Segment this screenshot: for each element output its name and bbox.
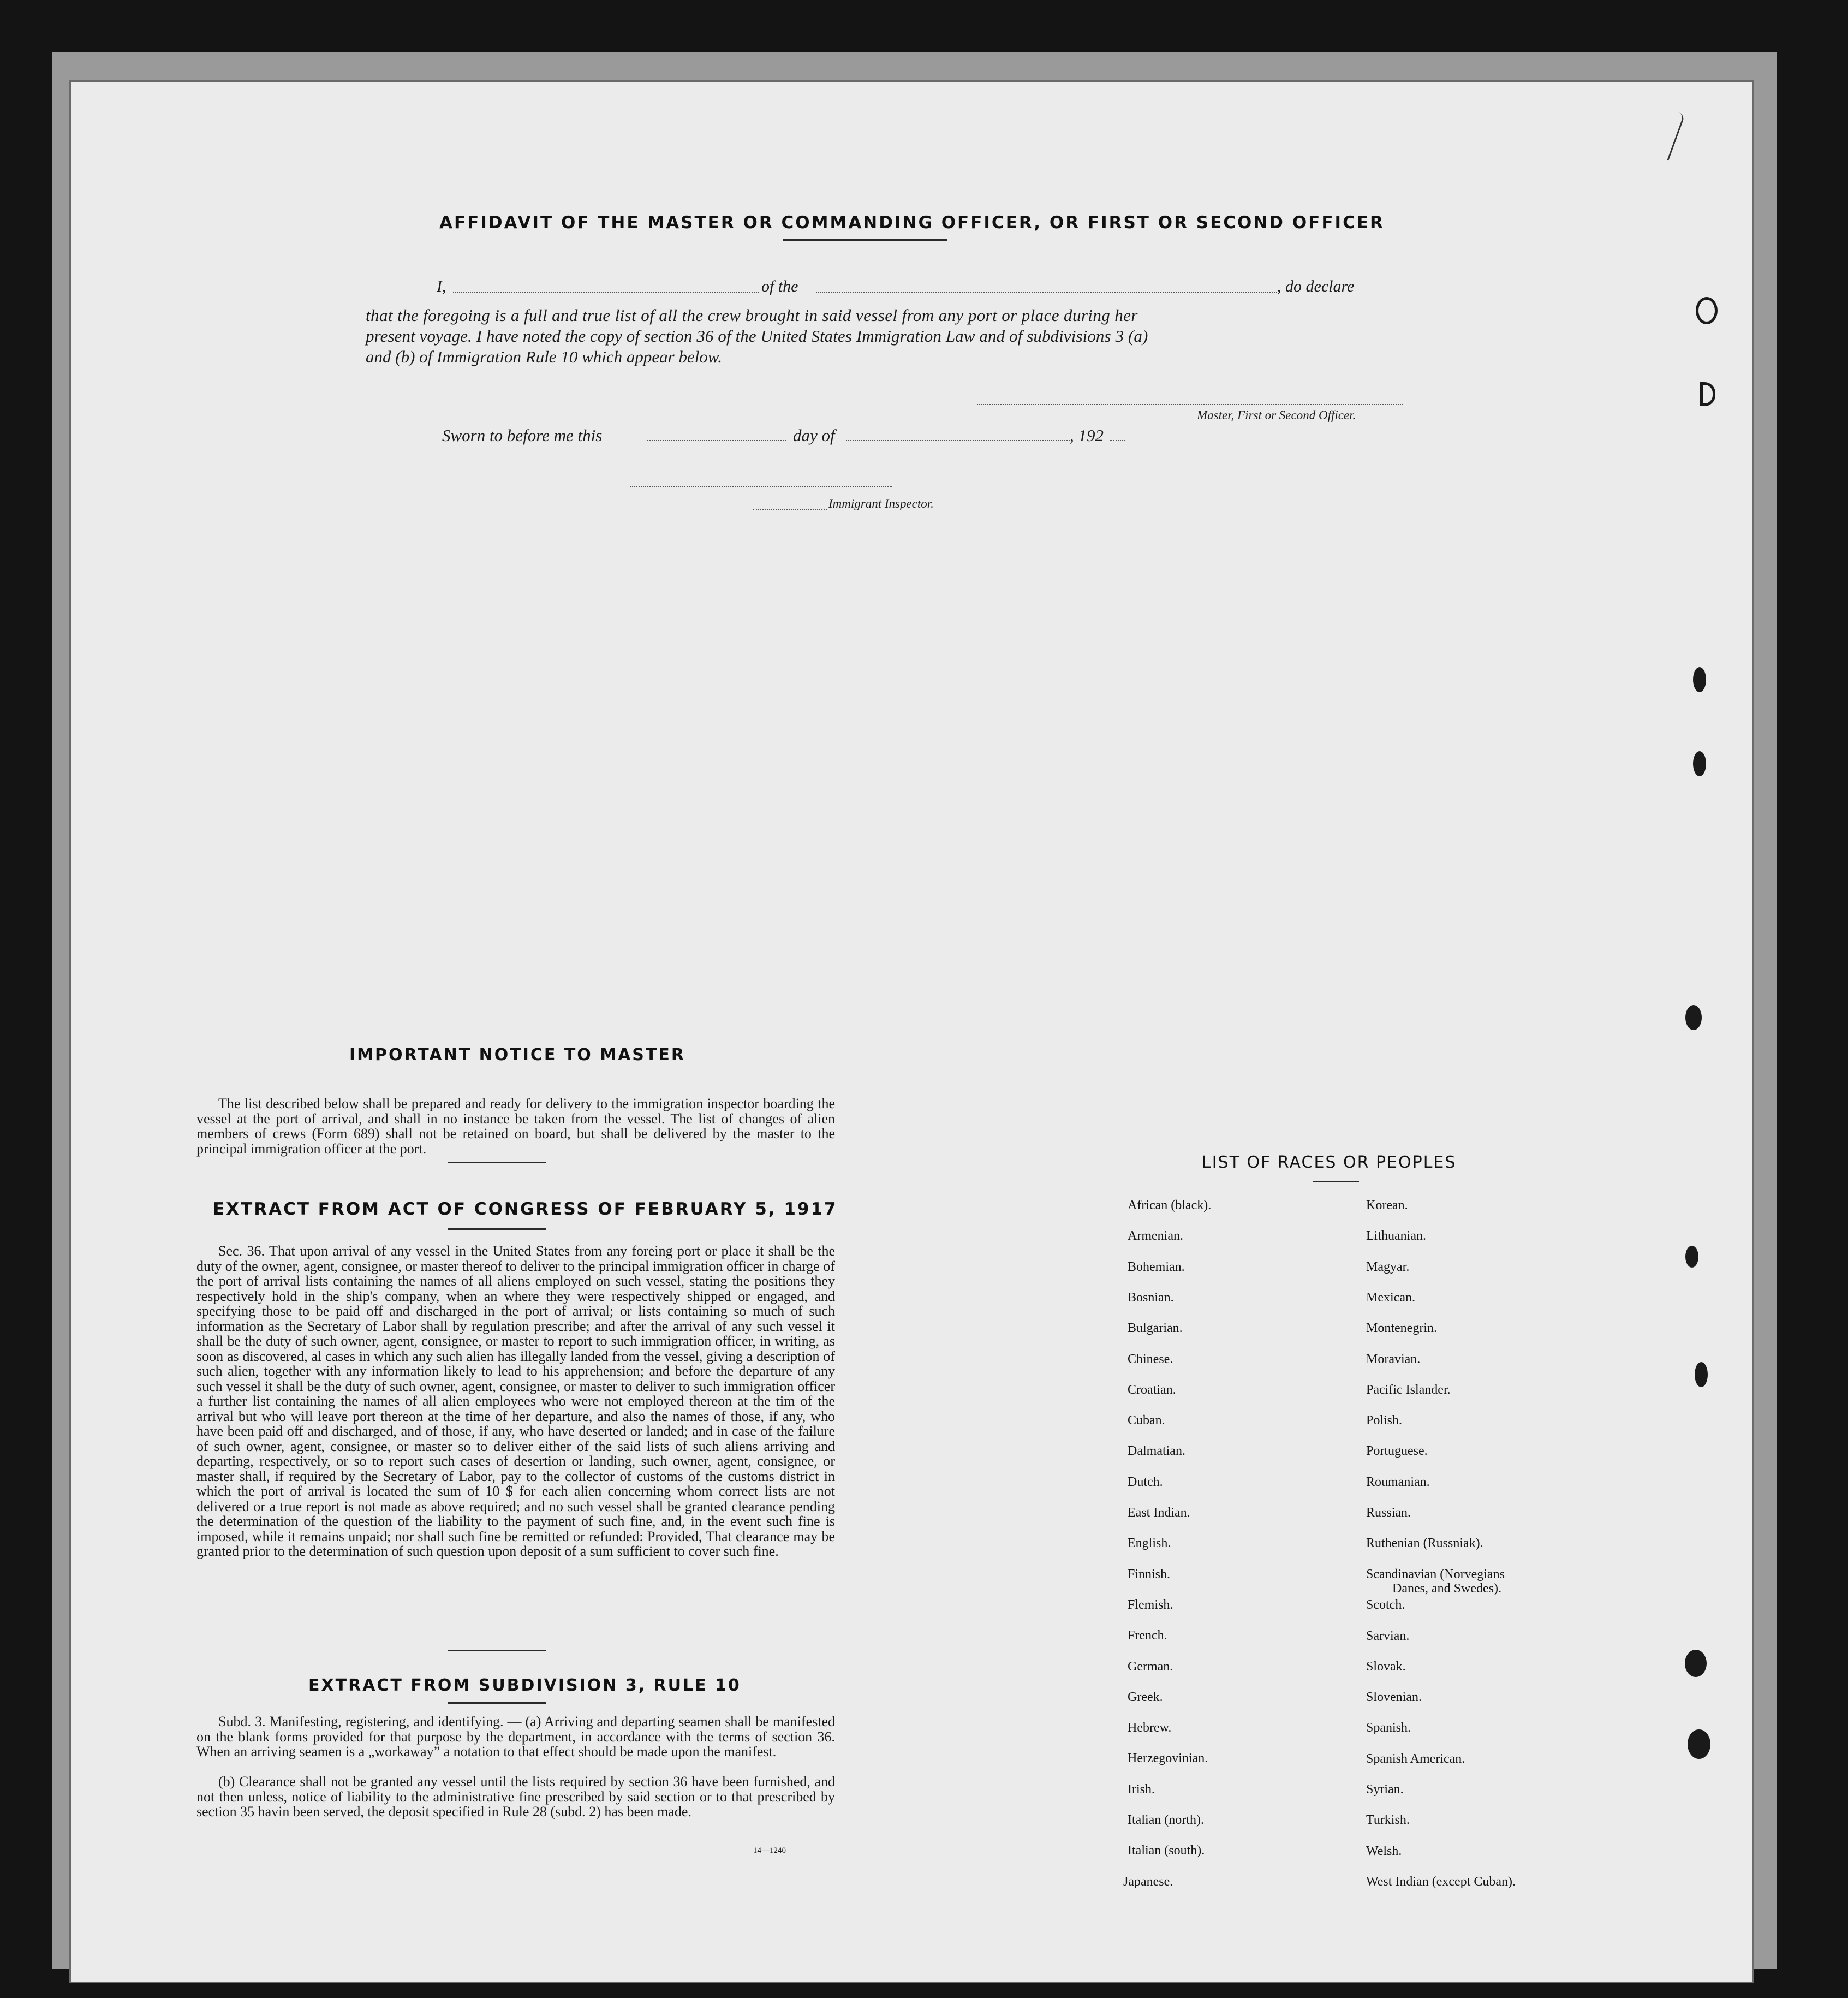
inspector-label: Immigrant Inspector. (828, 497, 934, 510)
race-item: Slovak. (1366, 1659, 1406, 1674)
race-item: Slovenian. (1366, 1690, 1422, 1705)
race-item: Scotch. (1366, 1598, 1405, 1613)
rule-text-a: Subd. 3. Manifesting, registering, and identifying. — (a) Arriving and departing seamen shall be manifested on the blank forms provided for that purpose by the department, in accordance with the terms of section 36. When an arriving seamen is a „workaway” a notation to that effect should be made upon the manifest. (196, 1714, 835, 1759)
race-item: Italian (north). (1128, 1813, 1204, 1827)
race-item: Italian (south). (1128, 1844, 1205, 1858)
affidavit-body-line3: and (b) of Immigration Rule 10 which appear below. (366, 347, 722, 366)
race-item: Croatian. (1128, 1382, 1176, 1397)
race-item: Irish. (1128, 1782, 1155, 1797)
race-item: Armenian. (1128, 1229, 1183, 1244)
race-item: Dalmatian. (1128, 1444, 1185, 1459)
race-item: Portuguese. (1366, 1444, 1428, 1459)
race-item: Scandinavian (Norvegians (1366, 1567, 1505, 1581)
sworn-year-field[interactable] (1110, 440, 1125, 441)
rule-title: EXTRACT FROM SUBDIVISION 3, RULE 10 (308, 1676, 741, 1695)
race-item: Lithuanian. (1366, 1229, 1426, 1244)
rule-title-rule (448, 1702, 546, 1704)
sworn-day-of: day of (793, 426, 835, 445)
form-number: 14—1240 (753, 1846, 786, 1855)
race-item: Greek. (1128, 1690, 1163, 1704)
race-item: Spanish American. (1366, 1751, 1465, 1766)
punch-hole-icon (1696, 297, 1718, 324)
race-item: Cuban. (1128, 1413, 1165, 1428)
punch-hole-icon (1685, 1246, 1698, 1268)
race-item: Bosnian. (1128, 1290, 1174, 1305)
race-item: Magyar. (1366, 1259, 1410, 1274)
race-item: Turkish. (1366, 1813, 1410, 1828)
sworn-month-field[interactable] (846, 440, 1070, 441)
race-item: Welsh. (1366, 1844, 1402, 1858)
master-signature-field[interactable] (977, 404, 1403, 405)
race-item: Mexican. (1366, 1290, 1415, 1305)
race-item: Hebrew. (1128, 1721, 1172, 1735)
race-item: English. (1128, 1536, 1171, 1551)
punch-hole-icon (1693, 667, 1706, 692)
declarant-name-field[interactable] (453, 292, 759, 293)
race-item: Montenegrin. (1366, 1321, 1437, 1336)
race-item: Chinese. (1128, 1352, 1173, 1366)
affidavit-title-rule (783, 239, 947, 241)
race-item: French. (1128, 1628, 1167, 1643)
act-title-rule (448, 1228, 546, 1230)
race-item: Moravian. (1366, 1352, 1421, 1366)
race-item: Sarvian. (1366, 1628, 1410, 1643)
act-end-rule (448, 1650, 546, 1651)
pencil-mark (1662, 112, 1685, 160)
act-title: EXTRACT FROM ACT OF CONGRESS OF FEBRUARY 5, 1917 (213, 1199, 838, 1219)
sworn-year-prefix: , 192 (1070, 426, 1104, 445)
vessel-name-field[interactable] (816, 292, 1277, 293)
races-title: LIST OF RACES OR PEOPLES (1202, 1153, 1457, 1172)
punch-hole-icon (1685, 1650, 1707, 1677)
affidavit-body-line1: that the foregoing is a full and true list of all the crew brought in said vessel from any port or place during her (366, 306, 1138, 325)
race-item: Flemish. (1128, 1597, 1173, 1612)
race-item: Dutch. (1128, 1474, 1163, 1489)
races-title-rule (1313, 1181, 1359, 1182)
race-item: Pacific Islander. (1366, 1382, 1451, 1397)
race-item: Syrian. (1366, 1782, 1404, 1797)
race-item: West Indian (except Cuban). (1366, 1874, 1516, 1889)
punch-hole-icon (1695, 1362, 1708, 1387)
sworn-label: Sworn to before me this (442, 426, 603, 445)
affidavit-do-declare: , do declare (1277, 277, 1355, 295)
race-item: Herzegovinian. (1128, 1751, 1208, 1766)
race-item: East Indian. (1128, 1506, 1190, 1520)
race-item: Finnish. (1128, 1567, 1171, 1581)
notice-title: IMPORTANT NOTICE TO MASTER (349, 1045, 685, 1065)
race-item: Spanish. (1366, 1721, 1411, 1735)
race-item: Roumanian. (1366, 1474, 1430, 1489)
punch-hole-icon (1685, 1005, 1702, 1030)
race-item: Danes, and Swedes). (1392, 1581, 1501, 1596)
race-item: Korean. (1366, 1198, 1408, 1212)
notice-rule (448, 1162, 546, 1163)
rule-text-b: (b) Clearance shall not be granted any vessel until the lists required by section 36 have been furnished, and not then unless, notice of liability to the administrative fine prescribed by said section or to that prescribed by section 35 havin been served, the deposit specified in Rule 28 (subd. 2) has been made. (196, 1774, 835, 1819)
affidavit-i-label: I, (437, 277, 446, 295)
notice-text: The list described below shall be prepared and ready for delivery to the immigration inspector boarding the vessel at the port of arrival, and shall in no instance be taken from the vessel. The list of changes of alien members of crews (Form 689) shall not be retained on board, but shall be delivered by the master to the principal immigration officer at the port. (196, 1096, 835, 1157)
inspector-signature-field[interactable] (630, 486, 892, 487)
race-item: German. (1128, 1659, 1173, 1674)
document-page (71, 82, 1752, 1982)
race-item: Japanese. (1123, 1874, 1173, 1889)
race-item: Bohemian. (1128, 1259, 1185, 1274)
race-item: Bulgarian. (1128, 1321, 1183, 1336)
race-item: Polish. (1366, 1413, 1403, 1428)
inspector-dotted-lead (753, 509, 827, 510)
sworn-day-field[interactable] (647, 440, 786, 441)
race-item: Ruthenian (Russniak). (1366, 1536, 1483, 1551)
race-item: African (black). (1128, 1198, 1212, 1212)
affidavit-of-the: of the (761, 277, 798, 295)
act-text: Sec. 36. That upon arrival of any vessel in the United States from any foreing port or place it shall be the duty of the owner, agent, consignee, or master thereof to deliver to the principal immigration officer in charge of the port of arrival lists containing the names of all aliens employed on such vessel, stating the positions they respectively hold in the ship's company, when an where they were respectively shipped or engaged, and specifying those to be paid off and discharged in the port of arrival; or lists containing so much of such information as the Secretary of Labor shall by regulation prescribe; and after the arrival of any such vessel it shall be the duty of such owner, agent, consignee, or master to report to such immigration officer, in writing, as soon as discovered, al cases in which any such alien has illegally landed from the vessel, giving a description of such alien, together with any information likely to lead to his apprehension; and before the departure of any such vessel it shall be the duty of such owner, agent, consignee, or master to deliver to such immigration officer a further list containing the names of all alien employees who were not employed thereon at the tim of the arrival but who will leave port thereon at the time of her departure, and also the names of those, if any, who have been paid off and discharged, and of those, if any, who have deserted or landed; and in case of the failure of such owner, agent, consignee, or master so to deliver either of the said lists of such aliens arriving and departing, respectively, or so to report such cases of desertion or landing, such owner, agent, consignee, or master shall, if required by the Secretary of Labor, pay to the collector of customs of the customs district in which the port of arrival is located the sum of 10 $ for each alien concerning whom correct lists are not delivered or a true report is not made as above required; and no such vessel shall be granted clearance pending the determination of the question of the liability to the payment of such fine, and, in the event such fine is imposed, while it remains unpaid; nor shall such fine be remitted or refunded: Provided, That clearance may be granted prior to the determination of such question upon deposit of a sum sufficient to cover such fine. (196, 1243, 835, 1559)
master-signature-label: Master, First or Second Officer. (1197, 408, 1356, 422)
punch-hole-icon (1688, 1729, 1710, 1759)
affidavit-body-line2: present voyage. I have noted the copy of section 36 of the United States Immigration Law and of subdivisions 3 (a) (366, 326, 1148, 346)
punch-hole-icon (1693, 751, 1706, 776)
race-item: Russian. (1366, 1506, 1411, 1520)
affidavit-title: AFFIDAVIT OF THE MASTER OR COMMANDING OFFICER, OR FIRST OR SECOND OFFICER (439, 213, 1385, 233)
